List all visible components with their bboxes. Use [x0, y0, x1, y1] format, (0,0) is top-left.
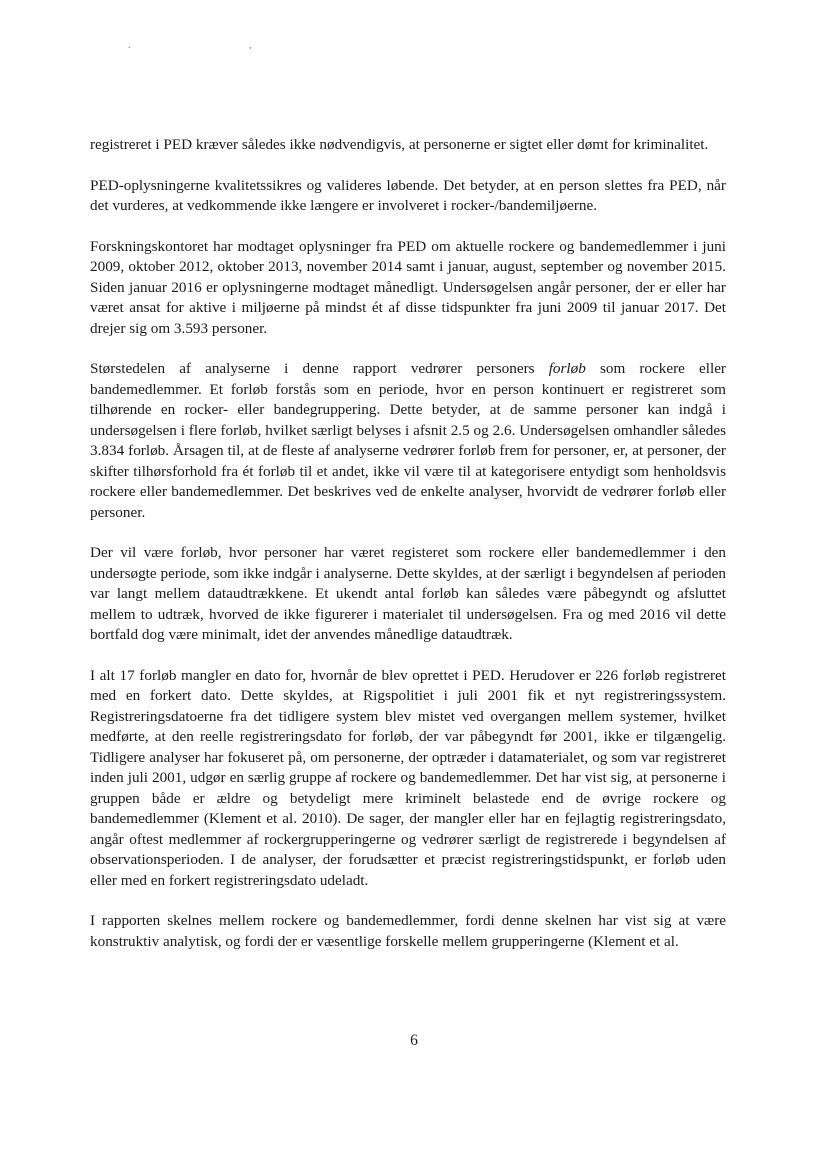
paragraph-ped-registration: registreret i PED kræver således ikke nødvendigvis, at personerne er sigtet eller dømt for kriminalitet.: [90, 136, 709, 153]
scan-specks: . ,: [128, 40, 310, 51]
paragraph-data-collection: Forskningskontoret har modtaget oplysninger fra PED om aktuelle rockere og bandemedlemmer i juni 2009, oktober 2012, oktober 2013, november 2014 samt i januar, august, september og november 2015. Siden januar 2016 er oplysningerne modtaget månedligt. Undersøgelsen angår personer, der er eller har været ansat for aktive i miljøerne på mindst ét af disse tidspunkter fra juni 2009 til januar 2017. Det drejer sig om 3.593 personer.: [90, 237, 726, 337]
paragraph-missing-forloeb: Der vil være forløb, hvor personer har været registeret som rockere eller bandemedlemmer i den undersøgte periode, som ikke indgår i analyserne. Dette skyldes, at der særligt i begyndelsen af perioden var langt mellem dataudtrækkene. Et ukendt antal forløb kan således være påbegyndt og afsluttet mellem to udtræk, hvorved de ikke figurerer i materialet til undersøgelsen. Fra og med 2016 vil dette bortfald dog være minimalt, idet der anvendes månedlige dataudtræk.: [90, 544, 726, 643]
paragraph-ped-validation: PED-oplysningerne kvalitetssikres og valideres løbende. Det betyder, at en person slettes fra PED, når det vurderes, at vedkommende ikke længere er involveret i rocker-/bandemiljøerne.: [90, 176, 726, 214]
paragraph-rockers-vs-gangs: I rapporten skelnes mellem rockere og bandemedlemmer, fordi denne skelnen har vist sig at være konstruktiv analytisk, og fordi der er væsentlige forskelle mellem grupperingerne (Klement et al.: [90, 912, 726, 950]
body-text: [90, 135, 726, 972]
paragraph-forloeb-after: som rockere eller bandemedlemmer. Et forløb forstås som en periode, hvor en person kontinuert er registreret som tilhørende en rocker- eller bandegruppering. Dette betyder, at de samme personer kan indgå i undersøgelsen i flere forløb, hvilket særligt belyses i afsnit 2.5 og 2.6. Undersøgelsen omhandler således 3.834 forløb. Årsagen til, at de fleste af analyserne vedrører forløb frem for personer, er, at personer, der skifter tilhørsforhold fra ét forløb til et andet, ikke vil være til at kategorisere entydigt som henholdsvis rockere eller bandemedlemmer. Det beskrives ved de enkelte analyser, hvorvidt de vedrører forløb eller personer.: [90, 360, 726, 521]
paragraph-registration-dates: I alt 17 forløb mangler en dato for, hvornår de blev oprettet i PED. Herudover er 226 forløb registreret med en forkert dato. Dette skyldes, at Rigspolitiet i juli 2001 fik et nyt registreringssystem. Registreringsdatoerne fra det tidligere system blev mistet ved overgangen mellem systemer, hvilket medførte, at den reelle registreringsdato for forløb, der var påbegyndt før 2001, ikke er tilgængelig. Tidligere analyser har fokuseret på, om personerne, der optræder i datamaterialet, og som var registreret inden juli 2001, udgør en særlig gruppe af rockere og bandemedlemmer. Det har vist sig, at personerne i gruppen både er ældre og betydeligt mere kriminelt belastede end de øvrige rockere og bandemedlemmer (Klement et al. 2010). De sager, der mangler eller har en fejlagtig registreringsdato, angår oftest medlemmer af rockergrupperingerne og vedrører særligt de registrerede i begyndelsen af observationsperioden. I de analyser, der forudsætter et præcist registreringstidspunkt, er forløb uden eller med en forkert registreringsdato udeladt.: [90, 666, 726, 889]
page-number: 6: [410, 1032, 418, 1049]
emphasis-forloeb: forløb: [548, 360, 586, 377]
paragraph-forloeb-definition: [90, 359, 726, 523]
paragraph-forloeb-before: Størstedelen af analyserne i denne rapport vedrører personers: [90, 360, 549, 377]
